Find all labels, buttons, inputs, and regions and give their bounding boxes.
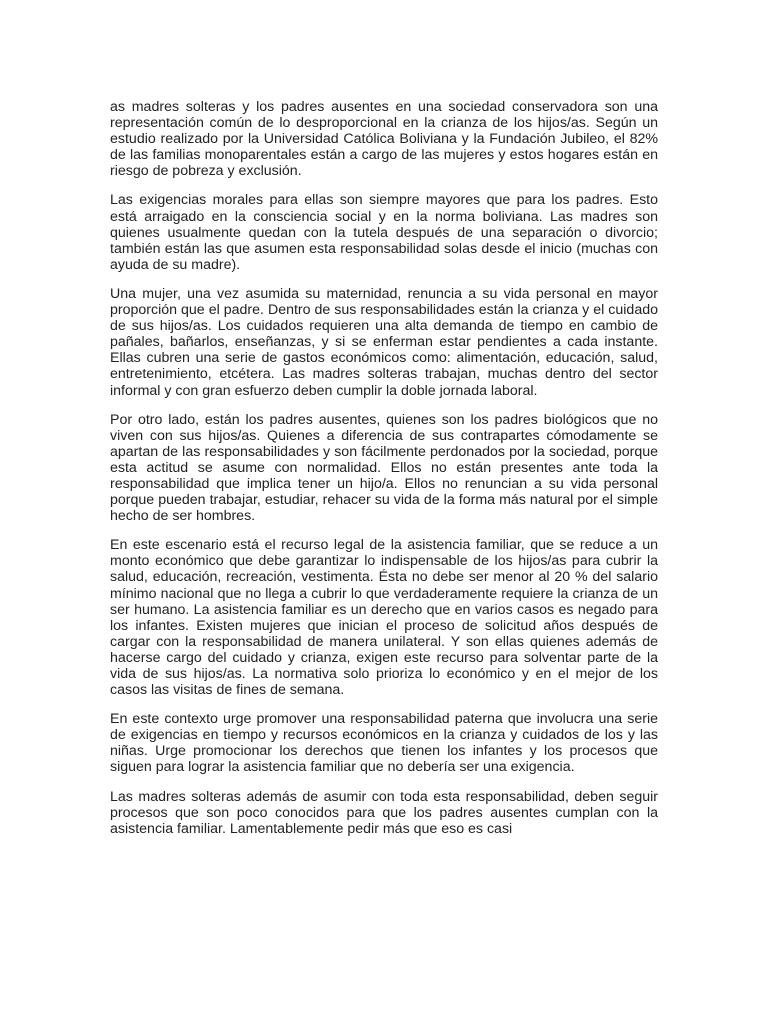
paragraph-7: Las madres solteras además de asumir con toda esta responsabilidad, deben seguir procesos que son poco conocidos para que los padres ausentes cumplan con la asistencia familiar. Lamentablemente pedir más que eso es casi bbox=[110, 788, 658, 837]
document-body bbox=[110, 99, 658, 837]
paragraph-3: Una mujer, una vez asumida su maternidad, renuncia a su vida personal en mayor proporción que el padre. Dentro de sus responsabilidades están la crianza y el cuidado de sus hijos/as. Los cuidados requieren una alta demanda de tiempo en cambio de pañales, bañarlos, enseñanzas, y si se enferman estar pendientes a cada instante. Ellas cubren una serie de gastos económicos como: alimentación, educación, salud, entretenimiento, etcétera. Las madres solteras trabajan, muchas dentro del sector informal y con gran esfuerzo deben cumplir la doble jornada laboral. bbox=[110, 285, 658, 399]
paragraph-2: Las exigencias morales para ellas son siempre mayores que para los padres. Esto está arraigado en la consciencia social y en la norma boliviana. Las madres son quienes usualmente quedan con la tutela después de una separación o divorcio; también están las que asumen esta responsabilidad solas desde el inicio (muchas con ayuda de su madre). bbox=[110, 192, 658, 273]
paragraph-5: En este escenario está el recurso legal de la asistencia familiar, que se reduce a un monto económico que debe garantizar lo indispensable de los hijos/as para cubrir la salud, educación, recreación, vestimenta. Ésta no debe ser menor al 20 % del salario mínimo nacional que no llega a cubrir lo que verdaderamente requiere la crianza de un ser humano. La asistencia familiar es un derecho que en varios casos es negado para los infantes. Existen mujeres que inician el proceso de solicitud años después de cargar con la responsabilidad de manera unilateral. Y son ellas quienes además de hacerse cargo del cuidado y crianza, exigen este recurso para solventar parte de la vida de sus hijos/as. La normativa solo prioriza lo económico y en el mejor de los casos las visitas de fines de semana. bbox=[110, 537, 658, 699]
paragraph-6: En este contexto urge promover una responsabilidad paterna que involucra una serie de exigencias en tiempo y recursos económicos en la crianza y cuidados de los y las niñas. Urge promocionar los derechos que tienen los infantes y los procesos que siguen para lograr la asistencia familiar que no debería ser una exigencia. bbox=[110, 711, 658, 776]
paragraph-1: as madres solteras y los padres ausentes en una sociedad conservadora son una representación común de lo desproporcional en la crianza de los hijos/as. Según un estudio realizado por la Universidad Católica Boliviana y la Fundación Jubileo, el 82% de las familias monoparentales están a cargo de las mujeres y estos hogares están en riesgo de pobreza y exclusión. bbox=[110, 99, 658, 180]
paragraph-4: Por otro lado, están los padres ausentes, quienes son los padres biológicos que no viven con sus hijos/as. Quienes a diferencia de sus contrapartes cómodamente se apartan de las responsabilidades y son fácilmente perdonados por la sociedad, porque esta actitud se asume con normalidad. Ellos no están presentes ante toda la responsabilidad que implica tener un hijo/a. Ellos no renuncian a su vida personal porque pueden trabajar, estudiar, rehacer su vida de la forma más natural por el simple hecho de ser hombres. bbox=[110, 411, 658, 525]
